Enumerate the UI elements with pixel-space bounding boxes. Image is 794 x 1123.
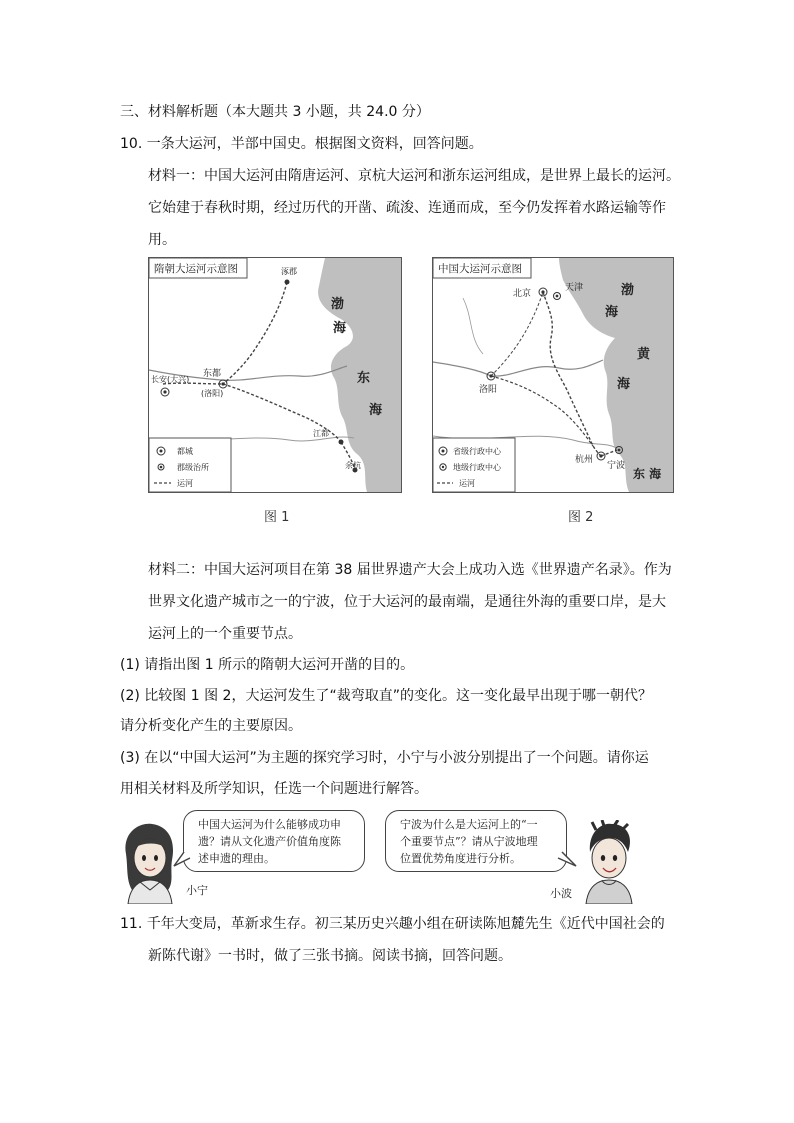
material1-line-3: 用。 [148,232,176,248]
ningbo-marker [618,449,621,452]
subquestion-2-line-1: (2) 比较图 1 图 2，大运河发生了“裁弯取直”的变化。这一变化最早出现于哪一朝代？ [120,688,652,704]
subquestion-1: (1) 请指出图 1 所示的隋朝大运河开凿的目的。 [120,657,415,673]
luoyang-marker [221,382,224,385]
jiangdu-label: 江都 [313,429,329,438]
huanghai-label-1: 黄 [637,347,651,362]
ningbo-label: 宁波 [607,461,626,471]
material2-line-1: 材料二：中国大运河项目在第 38 届世界遗产大会上成功入选《世界遗产名录》。作为 [148,562,672,578]
beijing-marker [541,290,544,293]
material2-line-2: 世界文化遗产城市之一的宁波，位于大运河的最南端，是通往外海的重要口岸，是大 [148,594,666,610]
changan-label: 长安(大兴) [151,375,190,384]
bubble-left-line-2: 遗？请从文化遗产价值角度陈 [198,835,341,848]
material2-line-3: 运河上的一个重要节点。 [148,626,302,642]
bohai-label-2a: 渤 [621,283,635,298]
bubble-left-tail [172,850,192,870]
map1-title: 隋朝大运河示意图 [154,263,238,275]
tianjin-marker [556,295,559,298]
bubble-right-tail [556,850,578,870]
q10-stem: 10. 一条大运河，半部中国史。根据图文资料，回答问题。 [120,136,483,152]
material1-line-2: 它始建于春秋时期，经过历代的开凿、疏浚、连通而成，至今仍发挥着水路运输等作 [148,200,666,216]
legend-capital: 都城 [177,447,193,456]
subquestion-3-line-1: (3) 在以“中国大运河”为主题的探究学习时，小宁与小波分别提出了一个问题。请你运 [120,750,649,766]
donghai-label-2: 海 [369,403,383,418]
hangzhou-marker [599,454,602,457]
zhuojun-label: 涿郡 [281,267,297,276]
figure1-caption: 图 1 [264,510,290,525]
bubble-right-line-3: 位置优势角度进行分析。 [400,852,521,865]
changan-marker [163,390,166,393]
q11-line-2: 新陈代谢》一书时，做了三张书摘。阅读书摘，回答问题。 [148,948,512,964]
huanghai-label-2: 海 [617,377,631,392]
luoyang-marker-2 [489,374,492,377]
legend-province: 省级行政中心 [453,447,501,456]
sui-tang-canal [491,376,593,446]
boy-xiaobo-illustration [578,820,640,904]
zhuojun-marker [285,280,290,285]
girl-xiaoning-illustration [118,820,180,904]
sui-canal-map [148,257,402,493]
material1-line-1: 材料一：中国大运河由隋唐运河、京杭大运河和浙东运河组成，是世界上最长的运河。 [148,168,680,184]
donghai-label-1: 东 [357,371,371,386]
subquestion-3-line-2: 用相关材料及所学知识，任选一个问题进行解答。 [120,781,428,797]
legend-prefecture: 郡级治所 [177,463,209,472]
donghai-label-2: 东 海 [633,467,662,481]
yuhang-label: 余杭 [345,461,361,470]
tianjin-label: 天津 [565,283,584,293]
legend-canal-2: 运河 [459,479,475,488]
luoyang-label: (洛阳) [201,389,224,398]
map2-title: 中国大运河示意图 [438,263,522,275]
legend-canal: 运河 [177,479,193,488]
luoyang-label-2: 洛阳 [479,385,498,395]
jiangdu-marker [339,440,344,445]
section-heading: 三、材料解析题（本大题共 3 小题，共 24.0 分） [120,104,430,120]
legend-prefecture-2: 地级行政中心 [453,463,501,472]
figure2-caption: 图 2 [568,510,594,525]
bubble-left-line-1: 中国大运河为什么能够成功申 [198,818,341,831]
grand-canal-map [432,257,674,493]
bubble-left-line-3: 述申遗的理由。 [198,852,275,865]
bubble-right-line-1: 宁波为什么是大运河上的“一 [400,818,538,831]
bubble-right-line-2: 个重要节点”？请从宁波地理 [400,835,538,848]
beijing-label: 北京 [513,289,532,299]
q11-line-1: 11. 千年大变局，革新求生存。初三某历史兴趣小组在研读陈旭麓先生《近代中国社会的 [120,916,665,932]
dongdu-label: 东都 [203,369,222,379]
river-2a [433,360,603,376]
name-xiaoning: 小宁 [186,884,208,897]
bohai-label-2b: 海 [605,305,619,320]
name-xiaobo: 小波 [550,887,572,900]
hangzhou-label: 杭州 [575,455,594,465]
bohai-label-1: 渤 [331,297,345,312]
yongji-canal [223,282,287,384]
bohai-label-2: 海 [333,321,347,336]
subquestion-2-line-2: 请分析变化产生的主要原因。 [120,718,302,734]
